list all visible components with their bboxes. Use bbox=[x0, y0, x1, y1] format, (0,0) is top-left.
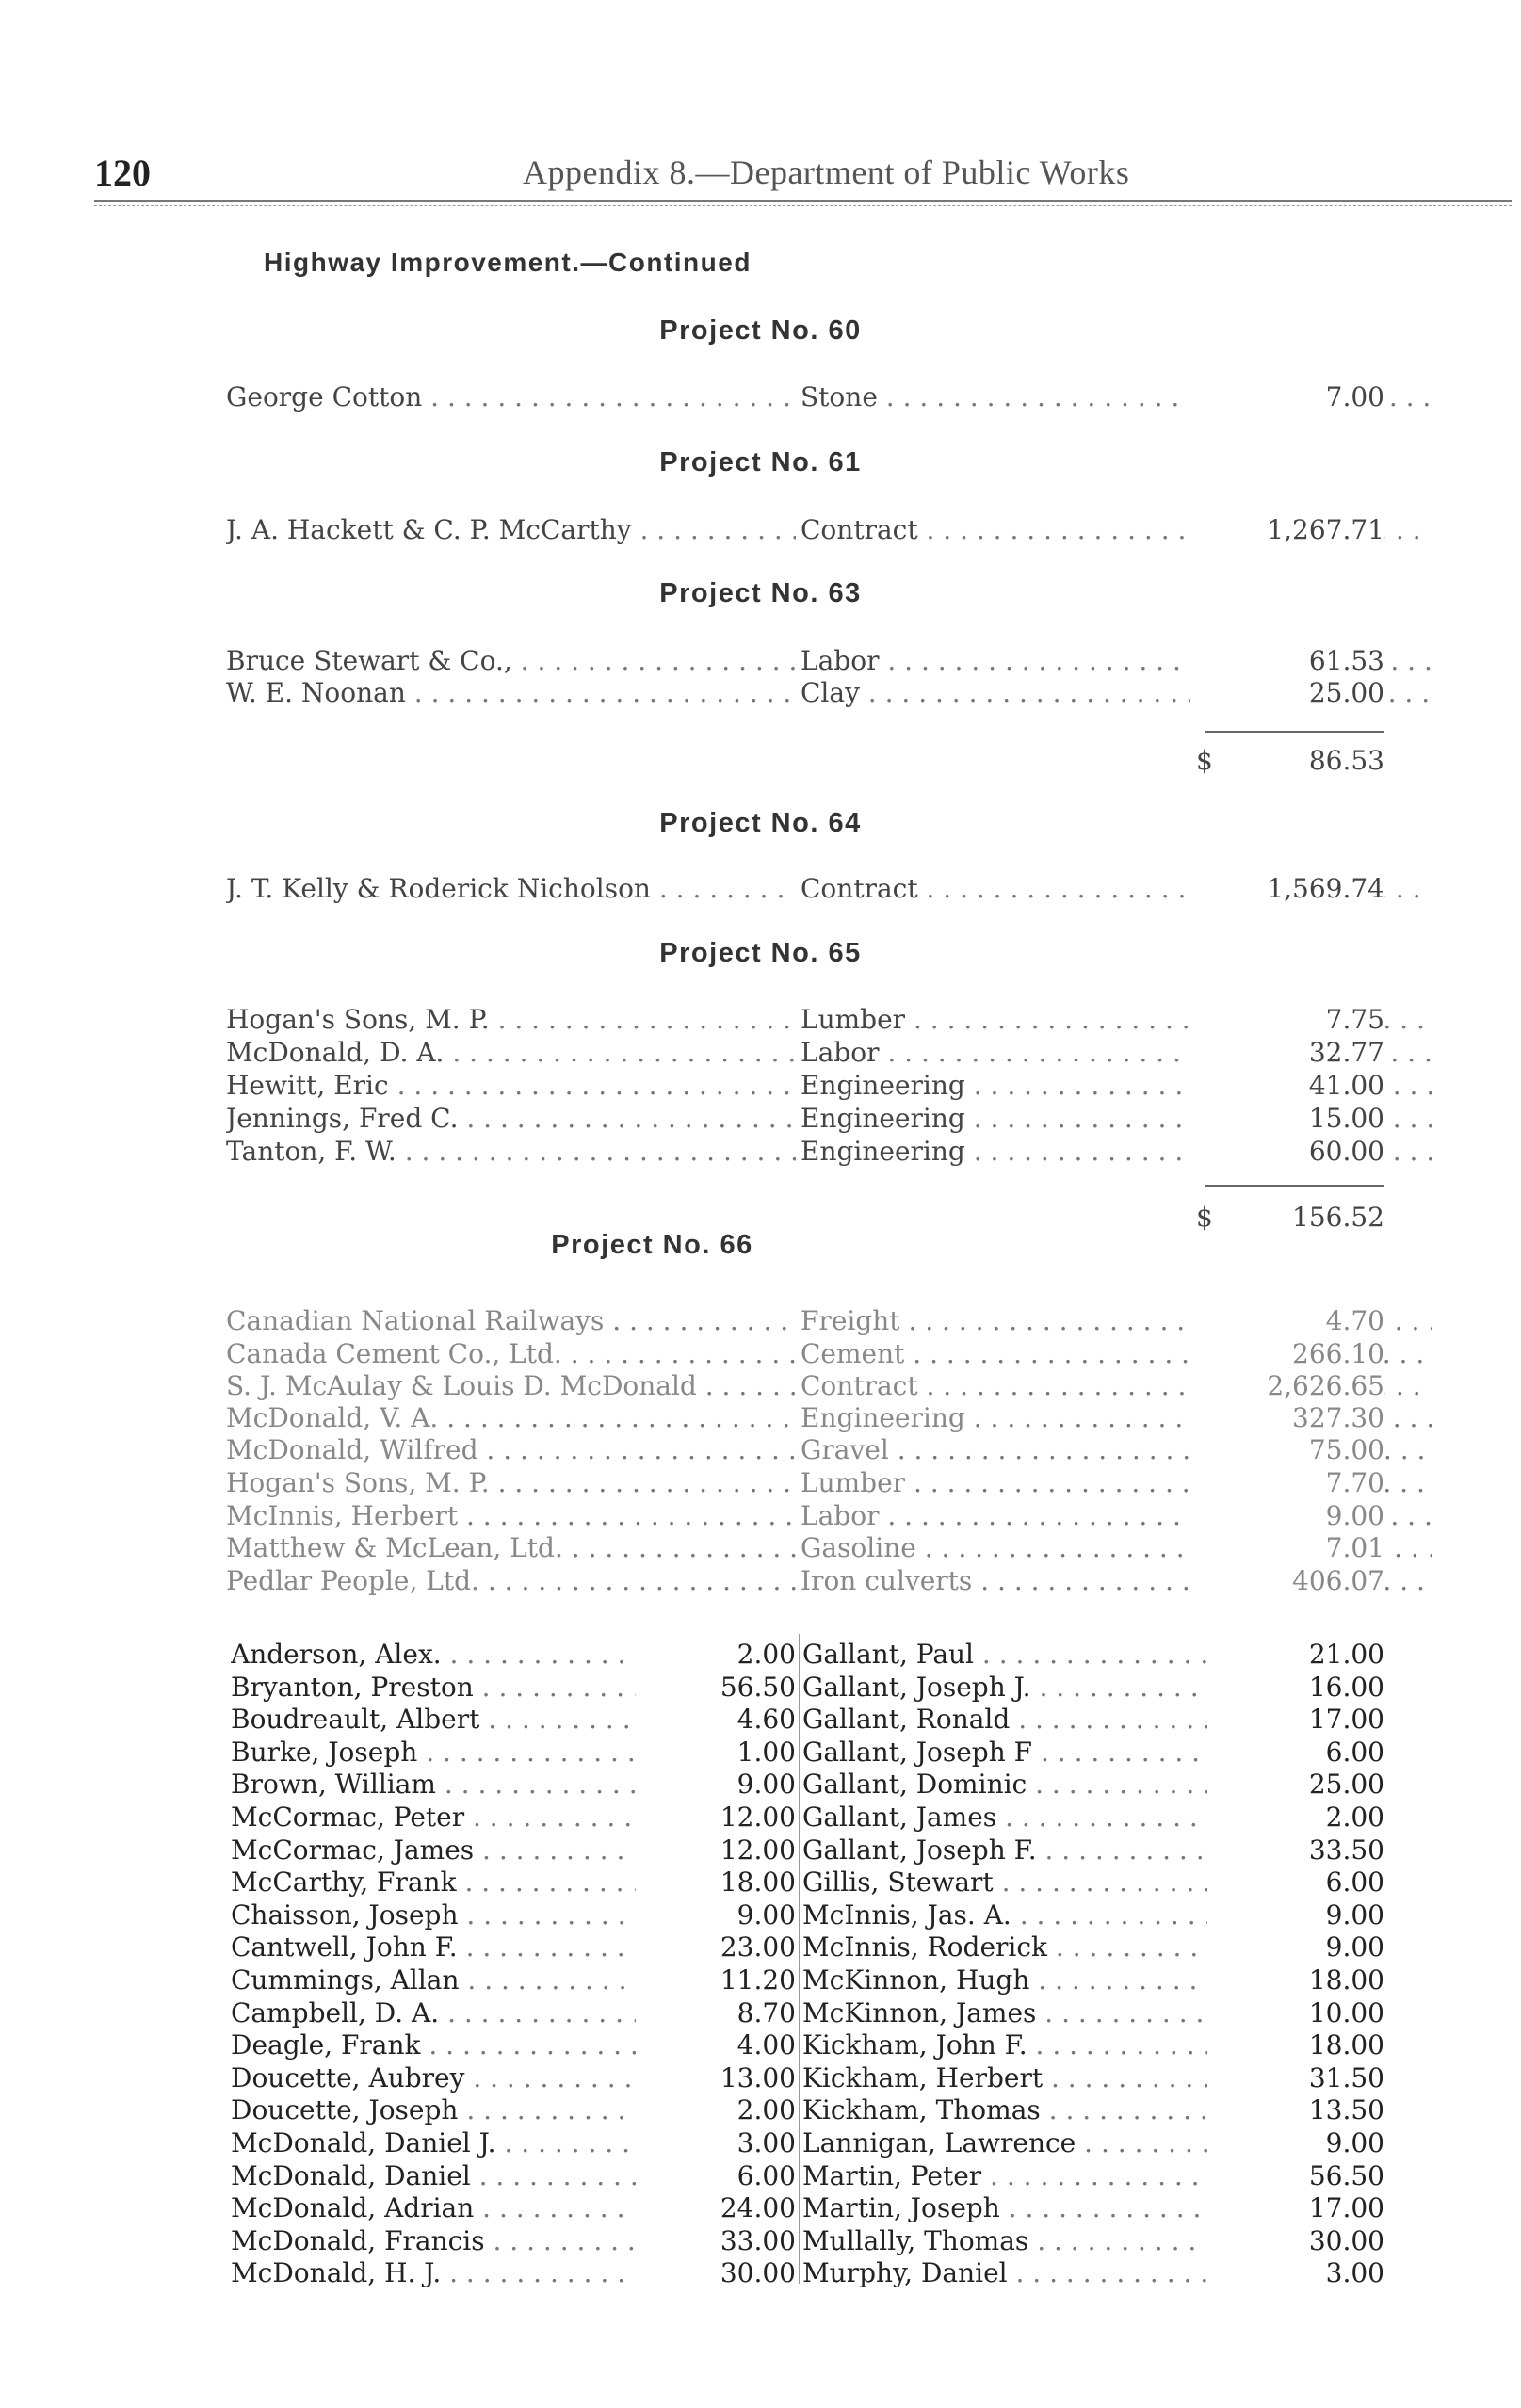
worker-amount: 18.00 bbox=[1262, 2029, 1384, 2061]
labor-row bbox=[802, 2062, 1384, 2094]
worker-amount: 2.00 bbox=[1262, 1802, 1384, 1834]
worker-name: Chaisson, Joseph . . . bbox=[231, 1899, 636, 1931]
worker-name: Burke, Joseph . . . bbox=[231, 1737, 636, 1769]
ledger-row bbox=[226, 676, 1384, 710]
worker-amount: 30.00 bbox=[673, 2257, 796, 2289]
labor-row bbox=[231, 1737, 796, 1769]
labor-row bbox=[802, 2192, 1384, 2224]
labor-row bbox=[231, 1704, 796, 1736]
amount: 327.30 bbox=[1190, 1401, 1384, 1435]
worker-name: Mullally, Thomas . . . bbox=[802, 2225, 1207, 2257]
labor-row bbox=[802, 1769, 1384, 1801]
worker-name: McKinnon, Hugh . . . bbox=[802, 1964, 1207, 1996]
amount: 406.07 bbox=[1190, 1564, 1384, 1598]
labor-row bbox=[802, 1899, 1384, 1931]
labor-row bbox=[231, 2192, 796, 2224]
item-type: Clay . . . bbox=[801, 676, 1432, 710]
worker-amount: 2.00 bbox=[673, 1639, 796, 1671]
labor-row bbox=[802, 1834, 1384, 1867]
item-type: Engineering . . . bbox=[801, 1102, 1432, 1136]
amount: 61.53 bbox=[1190, 644, 1384, 678]
worker-name: Gallant, Joseph F . . . bbox=[802, 1737, 1207, 1769]
item-type: Stone . . . bbox=[801, 380, 1432, 414]
worker-amount: 6.00 bbox=[1262, 1867, 1384, 1899]
ledger-row bbox=[226, 1069, 1384, 1103]
worker-amount: 3.00 bbox=[1262, 2257, 1384, 2289]
labor-row bbox=[231, 2127, 796, 2159]
amount: 1,267.71 bbox=[1190, 513, 1384, 547]
worker-name: McDonald, Francis . . . bbox=[231, 2225, 636, 2257]
amount: 60.00 bbox=[1190, 1135, 1384, 1169]
worker-name: Kickham, Herbert . . . bbox=[802, 2062, 1207, 2094]
worker-amount: 9.00 bbox=[1262, 1931, 1384, 1964]
worker-amount: 6.00 bbox=[1262, 1737, 1384, 1769]
labor-row bbox=[802, 1997, 1384, 2029]
worker-amount: 3.00 bbox=[673, 2127, 796, 2159]
labor-row bbox=[802, 1704, 1384, 1736]
amount: 25.00 bbox=[1190, 676, 1384, 710]
worker-amount: 13.00 bbox=[673, 2062, 796, 2094]
worker-name: Anderson, Alex. . . . bbox=[231, 1639, 636, 1671]
amount: 9.00 bbox=[1190, 1499, 1384, 1533]
labor-row bbox=[231, 2160, 796, 2192]
worker-amount: 24.00 bbox=[673, 2192, 796, 2224]
payee-name: McDonald, Wilfred . . . bbox=[226, 1433, 796, 1467]
worker-name: Doucette, Aubrey . . . bbox=[231, 2062, 636, 2094]
worker-name: Cantwell, John F. . . . bbox=[231, 1931, 636, 1964]
worker-name: Brown, William . . . bbox=[231, 1769, 636, 1801]
labor-row bbox=[231, 2094, 796, 2126]
worker-name: Bryanton, Preston . . . bbox=[231, 1672, 636, 1704]
payee-name: J. T. Kelly & Roderick Nicholson . . . bbox=[226, 872, 796, 906]
payee-name: George Cotton . . . bbox=[226, 380, 796, 414]
labor-row bbox=[231, 2062, 796, 2094]
labor-row bbox=[231, 1769, 796, 1801]
amount: 15.00 bbox=[1190, 1102, 1384, 1136]
total-amount: 86.53 bbox=[1308, 745, 1384, 776]
item-type: Labor . . . bbox=[801, 1499, 1432, 1533]
worker-name: Gallant, Joseph J. . . . bbox=[802, 1672, 1207, 1704]
ledger-row bbox=[226, 380, 1384, 414]
worker-name: Gallant, Dominic . . . bbox=[802, 1769, 1207, 1801]
sum-rule bbox=[1205, 731, 1384, 733]
item-type: Engineering . . . bbox=[801, 1401, 1432, 1435]
worker-name: Kickham, Thomas . . . bbox=[802, 2094, 1207, 2126]
worker-amount: 23.00 bbox=[673, 1931, 796, 1964]
payee-name: Canadian National Railways . . . bbox=[226, 1304, 796, 1338]
payee-name: Bruce Stewart & Co., . . . bbox=[226, 644, 796, 678]
currency-symbol: $ bbox=[1196, 1202, 1213, 1233]
item-type: Lumber . . . bbox=[801, 1003, 1432, 1037]
worker-amount: 11.20 bbox=[673, 1964, 796, 1996]
item-type: Iron culverts . . . bbox=[801, 1564, 1432, 1598]
page-header bbox=[94, 151, 1507, 198]
ledger-row bbox=[226, 1304, 1384, 1338]
item-type: Gasoline . . . bbox=[801, 1531, 1432, 1565]
worker-amount: 9.00 bbox=[1262, 1899, 1384, 1931]
worker-amount: 30.00 bbox=[1262, 2225, 1384, 2257]
item-type: Labor . . . bbox=[801, 644, 1432, 678]
worker-amount: 2.00 bbox=[673, 2094, 796, 2126]
labor-row bbox=[802, 2029, 1384, 2061]
labor-row bbox=[802, 1867, 1384, 1899]
project-heading: Project No. 65 bbox=[659, 938, 862, 968]
worker-name: McDonald, Daniel J. . . . bbox=[231, 2127, 636, 2159]
worker-amount: 9.00 bbox=[673, 1769, 796, 1801]
sum-rule bbox=[1205, 1185, 1384, 1187]
worker-amount: 13.50 bbox=[1262, 2094, 1384, 2126]
payee-name: Pedlar People, Ltd. . . . bbox=[226, 1564, 796, 1598]
labor-row bbox=[802, 1639, 1384, 1671]
item-type: Gravel . . . bbox=[801, 1433, 1432, 1467]
payee-name: Matthew & McLean, Ltd. . . . bbox=[226, 1531, 796, 1565]
worker-name: Martin, Joseph . . . bbox=[802, 2192, 1207, 2224]
worker-name: Cummings, Allan . . . bbox=[231, 1964, 636, 1996]
labor-row bbox=[802, 2094, 1384, 2126]
page-title: Appendix 8.—Department of Public Works bbox=[523, 154, 1130, 191]
worker-name: Gillis, Stewart . . . bbox=[802, 1867, 1207, 1899]
column-divider bbox=[799, 1634, 800, 2284]
labor-row bbox=[802, 1802, 1384, 1834]
labor-row bbox=[802, 2160, 1384, 2192]
project-total bbox=[1196, 744, 1384, 778]
payee-name: McDonald, D. A. . . . bbox=[226, 1036, 796, 1070]
worker-name: McDonald, Daniel . . . bbox=[231, 2160, 636, 2192]
payee-name: Hogan's Sons, M. P. . . . bbox=[226, 1003, 796, 1037]
amount: 7.75 bbox=[1190, 1003, 1384, 1037]
worker-amount: 33.00 bbox=[673, 2225, 796, 2257]
worker-amount: 18.00 bbox=[673, 1867, 796, 1899]
labor-row bbox=[231, 1997, 796, 2029]
ledger-row bbox=[226, 1531, 1384, 1565]
total-amount: 156.52 bbox=[1292, 1202, 1384, 1233]
worker-name: Doucette, Joseph . . . bbox=[231, 2094, 636, 2126]
labor-row bbox=[802, 1737, 1384, 1769]
labor-row bbox=[802, 1931, 1384, 1964]
worker-name: McInnis, Jas. A. . . . bbox=[802, 1899, 1207, 1931]
worker-name: Lannigan, Lawrence . . . bbox=[802, 2127, 1207, 2159]
payee-name: Jennings, Fred C. . . . bbox=[226, 1102, 796, 1136]
item-type: Engineering . . . bbox=[801, 1069, 1432, 1103]
header-rule bbox=[94, 200, 1512, 202]
labor-row bbox=[802, 1964, 1384, 1996]
worker-amount: 33.50 bbox=[1262, 1834, 1384, 1867]
worker-name: McCormac, James . . . bbox=[231, 1834, 636, 1867]
worker-amount: 17.00 bbox=[1262, 2192, 1384, 2224]
worker-name: Gallant, Paul . . . bbox=[802, 1639, 1207, 1671]
ledger-row bbox=[226, 513, 1384, 547]
amount: 1,569.74 bbox=[1190, 872, 1384, 906]
amount: 41.00 bbox=[1190, 1069, 1384, 1103]
labor-row bbox=[231, 1964, 796, 1996]
worker-name: McDonald, Adrian . . . bbox=[231, 2192, 636, 2224]
labor-row bbox=[231, 1639, 796, 1671]
worker-name: McKinnon, James . . . bbox=[802, 1997, 1207, 2029]
payee-name: J. A. Hackett & C. P. McCarthy . . . bbox=[226, 513, 796, 547]
ledger-row bbox=[226, 1003, 1384, 1037]
worker-name: Gallant, Ronald . . . bbox=[802, 1704, 1207, 1736]
amount: 7.01 bbox=[1190, 1531, 1384, 1565]
worker-amount: 18.00 bbox=[1262, 1964, 1384, 1996]
item-type: Engineering . . . bbox=[801, 1135, 1432, 1169]
ledger-row bbox=[226, 1337, 1384, 1371]
ledger-row bbox=[226, 644, 1384, 678]
amount: 2,626.65 bbox=[1190, 1369, 1384, 1403]
worker-name: Gallant, James . . . bbox=[802, 1802, 1207, 1834]
worker-amount: 6.00 bbox=[673, 2160, 796, 2192]
item-type: Lumber . . . bbox=[801, 1466, 1432, 1500]
worker-name: Kickham, John F. . . . bbox=[802, 2029, 1207, 2061]
worker-name: Gallant, Joseph F. . . . bbox=[802, 1834, 1207, 1867]
page-number: 120 bbox=[94, 152, 151, 194]
project-heading: Project No. 64 bbox=[659, 808, 862, 838]
ledger-row bbox=[226, 1369, 1384, 1403]
worker-name: McInnis, Roderick . . . bbox=[802, 1931, 1207, 1964]
amount: 7.00 bbox=[1190, 380, 1384, 414]
ledger-row bbox=[226, 1499, 1384, 1533]
worker-amount: 9.00 bbox=[673, 1899, 796, 1931]
worker-amount: 56.50 bbox=[1262, 2160, 1384, 2192]
worker-amount: 1.00 bbox=[673, 1737, 796, 1769]
payee-name: S. J. McAulay & Louis D. McDonald . . . bbox=[226, 1369, 796, 1403]
payee-name: Hogan's Sons, M. P. . . . bbox=[226, 1466, 796, 1500]
labor-row bbox=[231, 1834, 796, 1867]
ledger-row bbox=[226, 1466, 1384, 1500]
labor-row bbox=[802, 2127, 1384, 2159]
payee-name: McDonald, V. A. . . . bbox=[226, 1401, 796, 1435]
worker-name: Murphy, Daniel . . . bbox=[802, 2257, 1207, 2289]
item-type: Labor . . . bbox=[801, 1036, 1432, 1070]
labor-row bbox=[231, 1867, 796, 1899]
project-heading: Project No. 60 bbox=[659, 315, 862, 346]
labor-row bbox=[802, 2257, 1384, 2289]
amount: 266.10 bbox=[1190, 1337, 1384, 1371]
labor-row bbox=[231, 2029, 796, 2061]
labor-row bbox=[231, 2225, 796, 2257]
worker-amount: 17.00 bbox=[1262, 1704, 1384, 1736]
item-type: Contract . . . bbox=[801, 872, 1432, 906]
section-title: Highway Improvement.—Continued bbox=[264, 248, 752, 277]
ledger-row bbox=[226, 1433, 1384, 1467]
worker-amount: 31.50 bbox=[1262, 2062, 1384, 2094]
payee-name: Hewitt, Eric . . . bbox=[226, 1069, 796, 1103]
worker-amount: 16.00 bbox=[1262, 1672, 1384, 1704]
worker-amount: 9.00 bbox=[1262, 2127, 1384, 2159]
worker-name: Martin, Peter . . . bbox=[802, 2160, 1207, 2192]
header-rule-thin bbox=[94, 205, 1512, 206]
item-type: Cement . . . bbox=[801, 1337, 1432, 1371]
labor-row bbox=[231, 1899, 796, 1931]
amount: 32.77 bbox=[1190, 1036, 1384, 1070]
labor-row bbox=[231, 2257, 796, 2289]
worker-amount: 56.50 bbox=[673, 1672, 796, 1704]
amount: 7.70 bbox=[1190, 1466, 1384, 1500]
ledger-row bbox=[226, 872, 1384, 906]
worker-name: Boudreault, Albert . . . bbox=[231, 1704, 636, 1736]
worker-name: McCarthy, Frank . . . bbox=[231, 1867, 636, 1899]
item-type: Contract . . . bbox=[801, 1369, 1432, 1403]
worker-amount: 21.00 bbox=[1262, 1639, 1384, 1671]
worker-name: McDonald, H. J. . . . bbox=[231, 2257, 636, 2289]
amount: 4.70 bbox=[1190, 1304, 1384, 1338]
project-heading: Project No. 66 bbox=[551, 1230, 753, 1260]
worker-name: McCormac, Peter . . . bbox=[231, 1802, 636, 1834]
project-heading: Project No. 63 bbox=[659, 578, 862, 608]
payee-name: Tanton, F. W. . . . bbox=[226, 1135, 796, 1169]
worker-name: Deagle, Frank . . . bbox=[231, 2029, 636, 2061]
project-heading: Project No. 61 bbox=[659, 447, 862, 477]
worker-amount: 4.00 bbox=[673, 2029, 796, 2061]
item-type: Contract . . . bbox=[801, 513, 1432, 547]
worker-amount: 8.70 bbox=[673, 1997, 796, 2029]
payee-name: W. E. Noonan . . . bbox=[226, 676, 796, 710]
payee-name: McInnis, Herbert . . . bbox=[226, 1499, 796, 1533]
worker-amount: 12.00 bbox=[673, 1802, 796, 1834]
worker-amount: 12.00 bbox=[673, 1834, 796, 1867]
worker-amount: 4.60 bbox=[673, 1704, 796, 1736]
labor-row bbox=[802, 1672, 1384, 1704]
ledger-row bbox=[226, 1102, 1384, 1136]
labor-row bbox=[231, 1931, 796, 1964]
payee-name: Canada Cement Co., Ltd. . . . bbox=[226, 1337, 796, 1371]
ledger-row bbox=[226, 1135, 1384, 1169]
item-type: Freight . . . bbox=[801, 1304, 1432, 1338]
labor-row bbox=[802, 2225, 1384, 2257]
amount: 75.00 bbox=[1190, 1433, 1384, 1467]
labor-row bbox=[231, 1802, 796, 1834]
worker-name: Campbell, D. A. . . . bbox=[231, 1997, 636, 2029]
worker-amount: 25.00 bbox=[1262, 1769, 1384, 1801]
worker-amount: 10.00 bbox=[1262, 1997, 1384, 2029]
currency-symbol: $ bbox=[1196, 745, 1213, 776]
ledger-row bbox=[226, 1564, 1384, 1598]
ledger-row bbox=[226, 1036, 1384, 1070]
labor-row bbox=[231, 1672, 796, 1704]
ledger-row bbox=[226, 1401, 1384, 1435]
